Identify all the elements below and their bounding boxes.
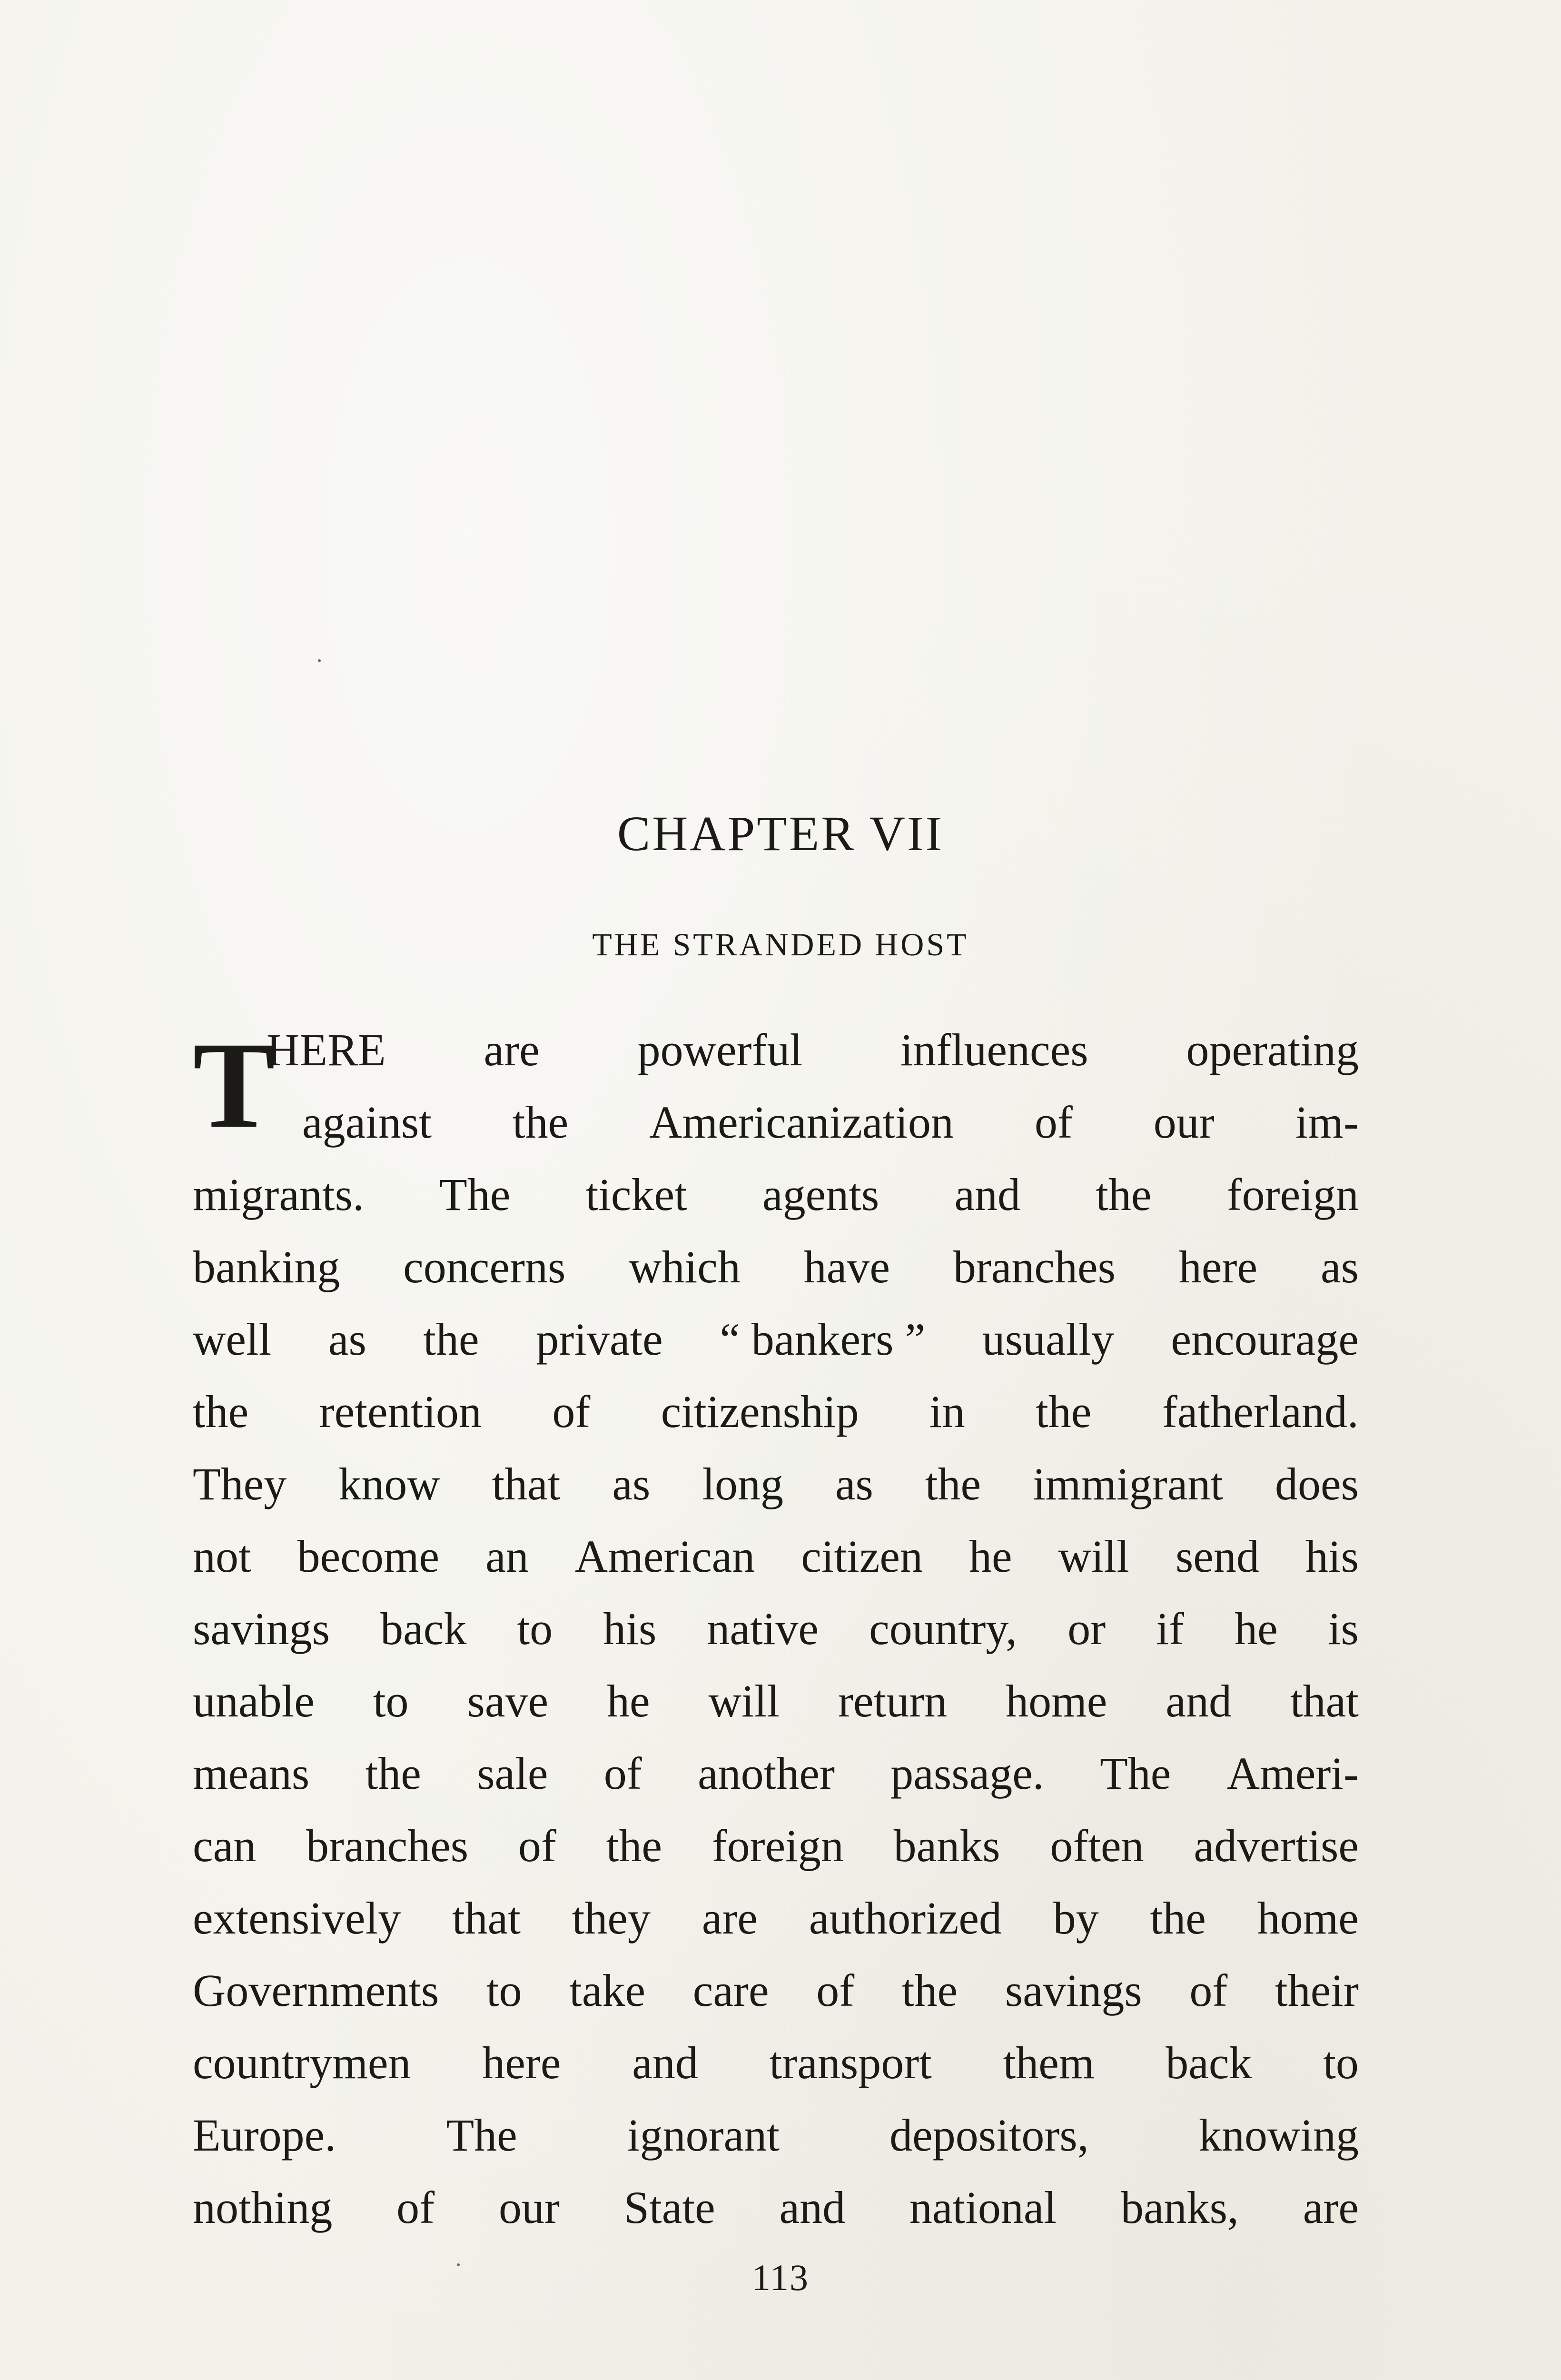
word: passage. (890, 1748, 1044, 1799)
word: long (702, 1458, 783, 1509)
word: back (1166, 2037, 1252, 2088)
word: Americanization (649, 1097, 954, 1148)
word: The (1100, 1748, 1171, 1799)
word: fatherland. (1162, 1386, 1359, 1437)
word: savings (1005, 1965, 1142, 2016)
paper-speck (318, 659, 321, 662)
word: national (909, 2182, 1057, 2233)
text-line (267, 1014, 1359, 1086)
text-line (193, 2099, 1359, 2172)
paper-speck (457, 2263, 460, 2266)
word: The (446, 2110, 517, 2161)
text-line (193, 1882, 1359, 1954)
word: that (452, 1893, 521, 1944)
word: as (1320, 1241, 1359, 1292)
word: to (1323, 2037, 1359, 2088)
word: not (193, 1531, 251, 1582)
word: banks, (1120, 2182, 1239, 2233)
word: home (1006, 1676, 1107, 1726)
word: of (1034, 1097, 1073, 1148)
word: are (1303, 2182, 1359, 2233)
word: sale (477, 1748, 548, 1799)
word: private (536, 1314, 663, 1365)
word: banking (193, 1241, 340, 1292)
word: country, (869, 1603, 1018, 1654)
text-line (193, 2172, 1359, 2244)
word: an (485, 1531, 529, 1582)
word: of (603, 1748, 642, 1799)
text-line (193, 1810, 1359, 1882)
word: know (338, 1458, 440, 1509)
word: the (512, 1097, 569, 1148)
word: citizenship (661, 1386, 859, 1437)
word: the (1036, 1386, 1092, 1437)
chapter-title: THE STRANDED HOST (592, 926, 969, 962)
word: and (632, 2037, 698, 2088)
word: does (1274, 1458, 1359, 1509)
word: the (901, 1965, 958, 2016)
word: that (1290, 1676, 1359, 1726)
word: will (708, 1676, 780, 1726)
word: our (1153, 1097, 1215, 1148)
word: immigrant (1033, 1458, 1224, 1509)
word: of (1189, 1965, 1228, 2016)
drop-cap: T (193, 1017, 276, 1154)
word: the (193, 1386, 249, 1437)
word: knowing (1198, 2110, 1359, 2161)
word: branches (306, 1820, 469, 1871)
text-line (193, 1159, 1359, 1231)
text-line (193, 1520, 1359, 1593)
word: countrymen (193, 2037, 411, 2088)
word: his (603, 1603, 657, 1654)
word: unable (193, 1676, 315, 1726)
word: that (492, 1458, 561, 1509)
text-line (193, 1376, 1359, 1448)
word: usually (982, 1314, 1114, 1365)
word: extensively (193, 1893, 401, 1944)
word: the (606, 1820, 662, 1871)
word: take (569, 1965, 646, 2016)
word: the (925, 1458, 981, 1509)
word: he (1235, 1603, 1278, 1654)
word: citizen (801, 1531, 923, 1582)
word: are (484, 1024, 540, 1075)
word: HERE (267, 1024, 386, 1075)
word: banks (893, 1820, 1000, 1871)
word: foreign (1226, 1169, 1359, 1220)
word: ignorant (627, 2110, 780, 2161)
word: influences (900, 1024, 1088, 1075)
word: he (969, 1531, 1012, 1582)
word: he (607, 1676, 650, 1726)
word: or (1067, 1603, 1106, 1654)
word: our (498, 2182, 560, 2233)
word: the (423, 1314, 479, 1365)
text-line (193, 1593, 1359, 1665)
word: them (1003, 2037, 1095, 2088)
word: the (365, 1748, 421, 1799)
word: care (692, 1965, 769, 2016)
word: as (612, 1458, 651, 1509)
word: foreign (711, 1820, 844, 1871)
word: their (1275, 1965, 1359, 2016)
word: have (803, 1241, 890, 1292)
word: in (929, 1386, 965, 1437)
word: means (193, 1748, 310, 1799)
word: they (572, 1893, 651, 1944)
word: of (518, 1820, 556, 1871)
word: authorized (809, 1893, 1002, 1944)
word: of (552, 1386, 591, 1437)
word: and (779, 2182, 846, 2233)
word: become (297, 1531, 440, 1582)
word: can (193, 1820, 257, 1871)
word: send (1175, 1531, 1259, 1582)
text-line (193, 1665, 1359, 1737)
word: are (701, 1893, 758, 1944)
word: here (482, 2037, 561, 2088)
word: operating (1186, 1024, 1359, 1075)
word: transport (769, 2037, 932, 2088)
text-line (193, 2027, 1359, 2099)
word: Ameri- (1226, 1748, 1359, 1799)
word: of (816, 1965, 855, 2016)
word: against (302, 1097, 432, 1148)
word: which (629, 1241, 741, 1292)
word: migrants. (193, 1169, 364, 1220)
word: by (1053, 1893, 1099, 1944)
word: American (574, 1531, 755, 1582)
word: The (439, 1169, 511, 1220)
word: to (517, 1603, 553, 1654)
page-number: 113 (751, 2257, 810, 2298)
word: is (1328, 1603, 1359, 1654)
word: concerns (403, 1241, 566, 1292)
body-text (193, 1014, 1359, 2244)
word: im- (1295, 1097, 1359, 1148)
word: as (835, 1458, 873, 1509)
word: They (193, 1458, 287, 1509)
word: to (373, 1676, 409, 1726)
word: agents (762, 1169, 879, 1220)
word: branches (953, 1241, 1116, 1292)
word: save (467, 1676, 549, 1726)
chapter-number: CHAPTER VII (617, 806, 944, 861)
text-line (193, 1954, 1359, 2027)
word: depositors, (889, 2110, 1089, 2161)
word: ticket (585, 1169, 687, 1220)
word: back (380, 1603, 467, 1654)
word: another (698, 1748, 835, 1799)
word: the (1096, 1169, 1152, 1220)
word: “ bankers ” (720, 1314, 926, 1365)
word: and (954, 1169, 1021, 1220)
word: native (707, 1603, 819, 1654)
word: State (623, 2182, 715, 2233)
word: his (1305, 1531, 1359, 1582)
word: here (1178, 1241, 1258, 1292)
word: nothing (193, 2182, 333, 2233)
word: and (1166, 1676, 1232, 1726)
word: if (1156, 1603, 1184, 1654)
text-line (193, 1231, 1359, 1303)
text-line (193, 1303, 1359, 1376)
word: the (1150, 1893, 1206, 1944)
word: retention (319, 1386, 482, 1437)
word: savings (193, 1603, 330, 1654)
word: to (486, 1965, 522, 2016)
word: encourage (1171, 1314, 1359, 1365)
word: of (396, 2182, 435, 2233)
word: often (1050, 1820, 1144, 1871)
word: well (193, 1314, 272, 1365)
word: return (838, 1676, 948, 1726)
word: Governments (193, 1965, 439, 2016)
word: Europe. (193, 2110, 336, 2161)
word: home (1257, 1893, 1359, 1944)
word: powerful (637, 1024, 803, 1075)
text-lines (193, 1014, 1359, 2244)
text-line (193, 1448, 1359, 1520)
text-line (193, 1737, 1359, 1810)
word: as (328, 1314, 366, 1365)
word: will (1058, 1531, 1129, 1582)
text-line (302, 1086, 1359, 1159)
word: advertise (1194, 1820, 1359, 1871)
